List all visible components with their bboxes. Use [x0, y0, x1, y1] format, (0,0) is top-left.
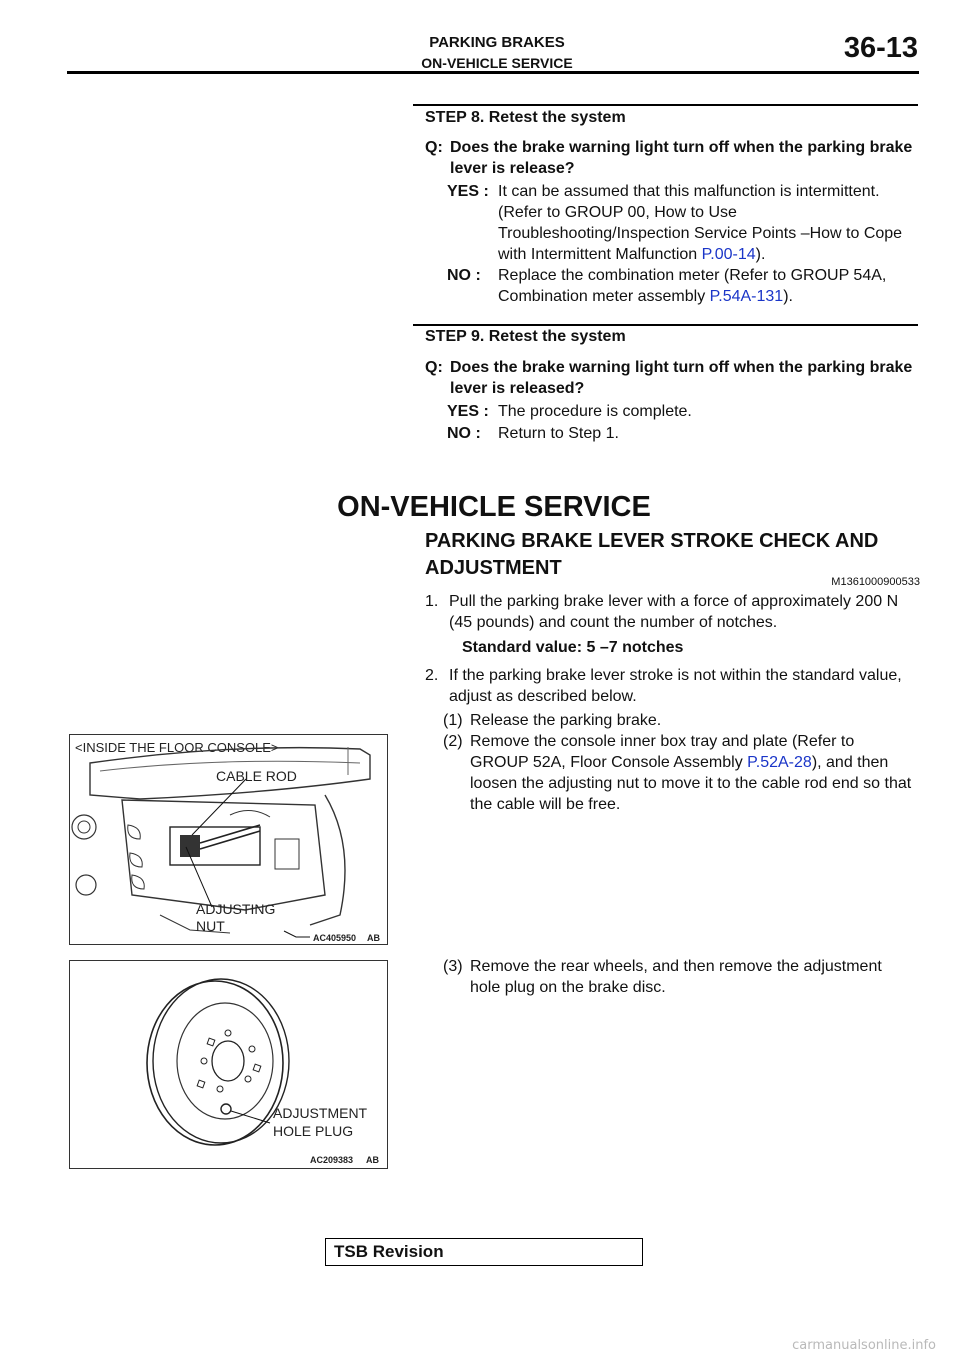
sub3-number: (3) — [443, 958, 463, 975]
page-number: 36-13 — [843, 32, 918, 64]
running-header-subtitle: ON-VEHICLE SERVICE — [421, 55, 573, 71]
section-subtitle: PARKING BRAKE LEVER STROKE CHECK AND ADJUSTMENT — [425, 530, 879, 579]
no-text-body: Replace the combination meter (Refer to GROUP 54A, Combination meter assembly — [498, 267, 887, 305]
link-p00-14[interactable]: P.00-14 — [701, 246, 756, 263]
yes-text-tail: ). — [755, 246, 766, 263]
step9-question — [425, 357, 915, 399]
step9-title: STEP 9. Retest the system — [425, 328, 626, 345]
standard-value: Standard value: 5 –7 notches — [462, 639, 684, 656]
watermark: carmanualsonline.info — [792, 1338, 936, 1353]
brake-disc-illustration — [70, 961, 387, 1168]
figure-caption: <INSIDE THE FLOOR CONSOLE> — [75, 740, 279, 755]
link-p52a-28[interactable]: P.52A-28 — [747, 754, 812, 771]
label-adjusting: ADJUSTING — [196, 901, 276, 917]
item1-text: Pull the parking brake lever with a force of approximately 200 N (45 pounds) and count the number of notches. — [449, 593, 899, 631]
question-label: Q: — [425, 359, 443, 376]
question-text: Does the brake warning light turn off when the parking brake lever is release? — [450, 139, 913, 177]
figure1-code: AC405950 — [313, 933, 357, 943]
figure-floor-console — [69, 734, 388, 945]
sub1-number: (1) — [443, 712, 463, 729]
sub2-number: (2) — [443, 733, 463, 750]
question-text: Does the brake warning light turn off when the parking brake lever is released? — [450, 359, 913, 397]
item2-text: If the parking brake lever stroke is not within the standard value, adjust as described below. — [449, 667, 902, 705]
step9-rule — [413, 324, 918, 326]
step8-no-answer — [447, 265, 917, 307]
step9-no-answer — [447, 423, 917, 444]
yes-text: The procedure is complete. — [498, 403, 692, 420]
label-nut: NUT — [196, 918, 225, 934]
item2-number: 2. — [425, 667, 439, 684]
no-label: NO : — [447, 425, 481, 442]
running-header-title: PARKING BRAKES — [429, 34, 565, 51]
no-text: Return to Step 1. — [498, 425, 619, 442]
sub3-text: Remove the rear wheels, and then remove the adjustment hole plug on the brake disc. — [470, 958, 882, 996]
section-title: ON-VEHICLE SERVICE — [337, 491, 651, 523]
step8-rule — [413, 104, 918, 106]
step8-question — [425, 137, 915, 179]
link-p54a-131[interactable]: P.54A-131 — [709, 288, 784, 305]
yes-text — [498, 181, 918, 265]
floor-console-illustration — [70, 735, 387, 944]
question-label: Q: — [425, 139, 443, 156]
figure2-code-suffix: AB — [366, 1155, 379, 1165]
label-cable-rod: CABLE ROD — [216, 768, 297, 784]
step8-title: STEP 8. Retest the system — [425, 109, 626, 126]
sub2-text — [470, 731, 915, 815]
sub1-text: Release the parking brake. — [470, 712, 662, 729]
figure-brake-disc — [69, 960, 388, 1169]
label-adjustment: ADJUSTMENT — [273, 1105, 368, 1121]
item1-number: 1. — [425, 593, 439, 610]
figure2-code: AC209383 — [310, 1155, 354, 1165]
no-text-tail: ). — [783, 288, 793, 305]
sub2-body: Remove the console inner box tray and plate (Refer to GROUP 52A, Floor Console Assembly — [470, 733, 855, 771]
label-hole-plug: HOLE PLUG — [273, 1123, 354, 1139]
yes-text-body: It can be assumed that this malfunction is intermittent. (Refer to GROUP 00, How to Use Troubleshooting/Inspection Service Points –How to Cope with Intermittent Malfunction — [498, 183, 903, 263]
tsb-revision-box: TSB Revision — [325, 1238, 643, 1266]
no-label: NO : — [447, 267, 481, 284]
sub2-tail: ), and then loosen the adjusting nut to move it to the cable rod end so that the cable will be free. — [470, 754, 912, 813]
yes-label: YES : — [447, 183, 489, 200]
no-text — [498, 265, 918, 307]
step8-yes-answer — [447, 181, 917, 265]
section-code: M1361000900533 — [831, 576, 920, 588]
yes-label: YES : — [447, 403, 489, 420]
step9-yes-answer — [447, 401, 917, 422]
header-rule — [67, 71, 919, 74]
figure1-code-suffix: AB — [367, 933, 380, 943]
